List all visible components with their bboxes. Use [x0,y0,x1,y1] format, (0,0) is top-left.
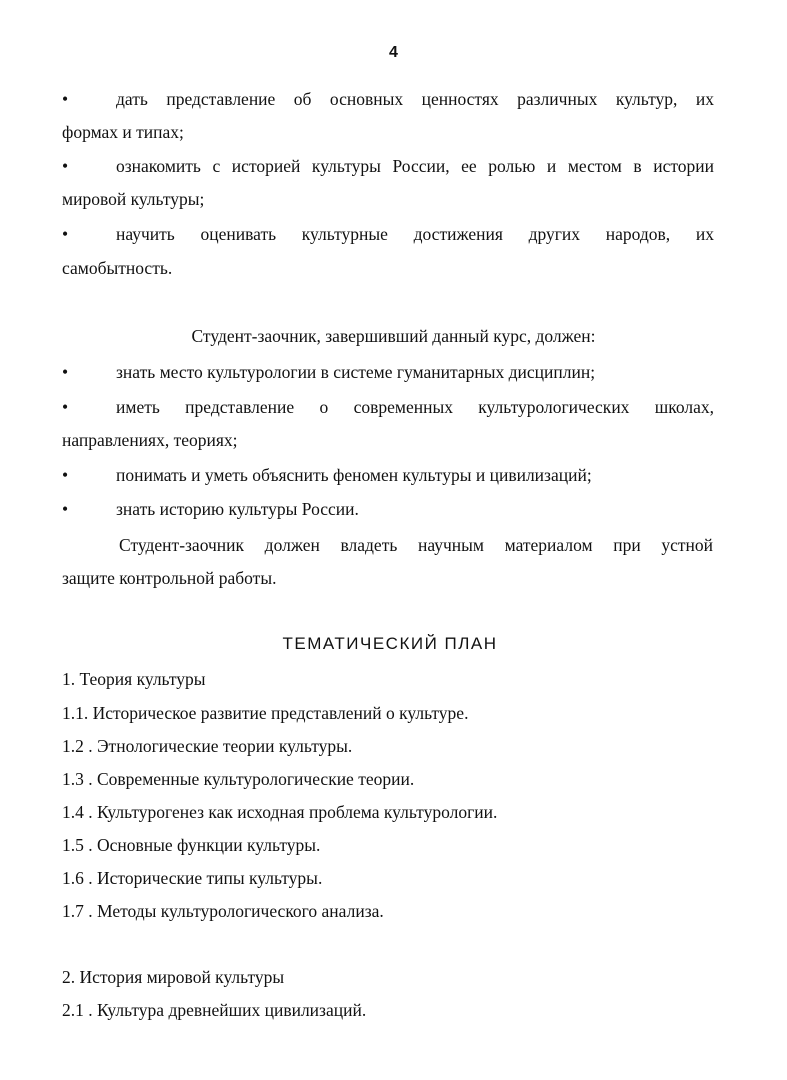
plan-item: 1.2 . Этнологические теории культуры. [62,736,353,756]
bullet-icon: • [62,397,69,417]
bullet-icon: • [62,224,69,244]
closing-line2: защите контрольной работы. [62,568,277,588]
closing-line1: Студент-заочник должен владеть научным материалом при устной [119,535,713,555]
plan-item: 2.1 . Культура древнейших цивилизаций. [62,1000,367,1020]
goal-text-line1: ознакомить с историей культуры России, ее ролью и местом в истории [116,156,714,176]
bullet-icon: • [62,89,69,109]
requirement-text-line1: понимать и уметь объяснить феномен культуры и цивилизаций; [116,465,592,485]
goal-text-line1: научить оценивать культурные достижения других народов, их [116,224,714,244]
bullet-icon: • [62,156,69,176]
goal-text-line1: дать представление об основных ценностях различных культур, их [116,89,714,109]
bullet-icon: • [62,499,69,519]
goal-text-line2: формах и типах; [62,122,184,142]
requirement-text-line1: знать историю культуры России. [116,499,359,519]
requirements-intro: Студент-заочник, завершивший данный курс, должен: [191,326,596,346]
plan-item: 1.1. Историческое развитие представлений о культуре. [62,703,469,723]
plan-item: 1.6 . Исторические типы культуры. [62,868,323,888]
bullet-icon: • [62,465,69,485]
requirement-text-line1: знать место культурологии в системе гуманитарных дисциплин; [116,362,596,382]
requirement-text-line2: направлениях, теориях; [62,430,238,450]
plan-item: 1.7 . Методы культурологического анализа. [62,901,384,921]
plan-section-heading: 1. Теория культуры [62,669,206,689]
plan-item: 1.5 . Основные функции культуры. [62,835,321,855]
plan-item: 1.4 . Культурогенез как исходная проблема культурологии. [62,802,498,822]
plan-title: ТЕМАТИЧЕСКИЙ ПЛАН [282,634,498,653]
goal-text-line2: самобытность. [62,258,173,278]
bullet-icon: • [62,362,69,382]
requirement-text-line1: иметь представление о современных культурологических школах, [116,397,714,417]
goal-text-line2: мировой культуры; [62,189,205,209]
plan-section-heading: 2. История мировой культуры [62,967,285,987]
page-number: 4 [389,44,398,61]
plan-item: 1.3 . Современные культурологические теории. [62,769,415,789]
